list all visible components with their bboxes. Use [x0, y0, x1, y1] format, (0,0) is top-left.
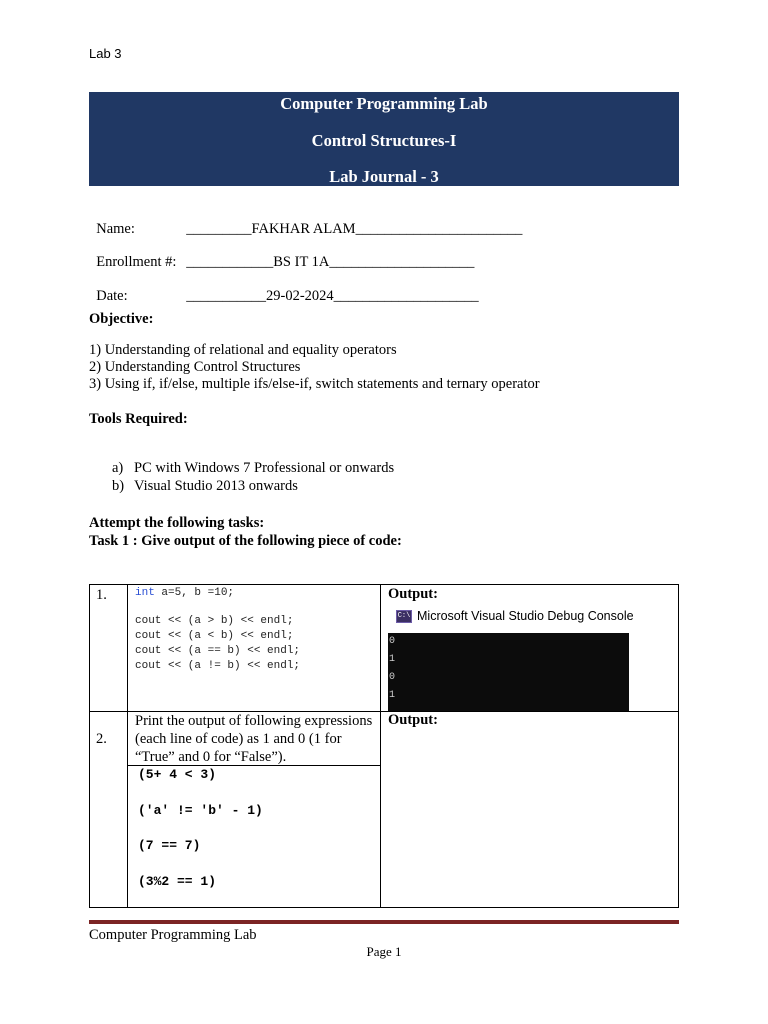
- expression-line: ('a' != 'b' - 1): [138, 803, 263, 818]
- date-value: ___________29-02-2024____________________: [186, 288, 479, 304]
- output-label: Output:: [388, 712, 438, 728]
- task1-heading: Task 1 : Give output of the following piece of code:: [89, 533, 402, 549]
- code-line: cout << (a > b) << endl;: [135, 615, 294, 627]
- date-label: Date:: [96, 288, 128, 304]
- task-table: [89, 584, 679, 908]
- console-title-text: Microsoft Visual Studio Debug Console: [417, 609, 634, 623]
- output-label: Output:: [388, 586, 438, 602]
- console-line: 0: [389, 636, 396, 647]
- tools-list: [112, 460, 394, 496]
- list-marker: b): [112, 478, 125, 494]
- console-window-title: [396, 609, 634, 623]
- enrollment-label: Enrollment #:: [96, 254, 177, 270]
- expression-line: (3%2 == 1): [138, 874, 217, 889]
- table-divider: [127, 585, 128, 907]
- console-line: 1: [389, 690, 396, 701]
- objective-item: 3) Using if, if/else, multiple ifs/else-if, switch statements and ternary operator: [89, 376, 540, 392]
- enrollment-value: ____________BS IT 1A____________________: [186, 254, 475, 270]
- objective-item: 2) Understanding Control Structures: [89, 359, 301, 375]
- list-item: [112, 460, 394, 478]
- code-line: cout << (a == b) << endl;: [135, 645, 301, 657]
- date-field: [89, 271, 479, 305]
- enrollment-field: [89, 237, 474, 271]
- objective-item: 1) Understanding of relational and equality operators: [89, 342, 397, 358]
- title-banner: [89, 92, 679, 186]
- row-number: 2.: [96, 731, 107, 747]
- expression-line: (5+ 4 < 3): [138, 767, 217, 782]
- page-header-label: Lab 3: [89, 46, 122, 61]
- row-number: 1.: [96, 587, 107, 603]
- attempt-heading: Attempt the following tasks:: [89, 515, 265, 531]
- console-line: 1: [389, 654, 396, 665]
- list-item-text: PC with Windows 7 Professional or onwards: [134, 460, 395, 476]
- list-item: [112, 478, 394, 496]
- list-marker: a): [112, 460, 124, 476]
- task2-prompt: Print the output of following expressions (each line of code) as 1 and 0 (1 for “True” and 0 for “False”).: [135, 713, 373, 765]
- console-output: [388, 633, 629, 711]
- page-number: Page 1: [366, 944, 402, 959]
- name-value: _________FAKHAR ALAM_______________________: [186, 221, 523, 237]
- code-block: [135, 586, 234, 601]
- banner-journal: Lab Journal - 3: [329, 167, 439, 186]
- console-icon: C:\: [396, 610, 412, 623]
- code-line: a=5, b =10;: [154, 587, 235, 599]
- banner-subtitle: Control Structures-I: [311, 131, 457, 150]
- code-line: cout << (a < b) << endl;: [135, 630, 294, 642]
- name-label: Name:: [96, 221, 135, 237]
- console-line: 0: [389, 672, 396, 683]
- objective-heading: Objective:: [89, 311, 154, 327]
- tools-heading: Tools Required:: [89, 411, 188, 427]
- expression-line: (7 == 7): [138, 838, 201, 853]
- name-field: [89, 204, 522, 238]
- code-line: cout << (a != b) << endl;: [135, 660, 301, 672]
- banner-title: Computer Programming Lab: [280, 94, 488, 113]
- code-keyword: int: [135, 587, 155, 599]
- footer-rule: [89, 920, 679, 924]
- footer-course-name: Computer Programming Lab: [89, 927, 257, 943]
- list-item-text: Visual Studio 2013 onwards: [134, 478, 298, 494]
